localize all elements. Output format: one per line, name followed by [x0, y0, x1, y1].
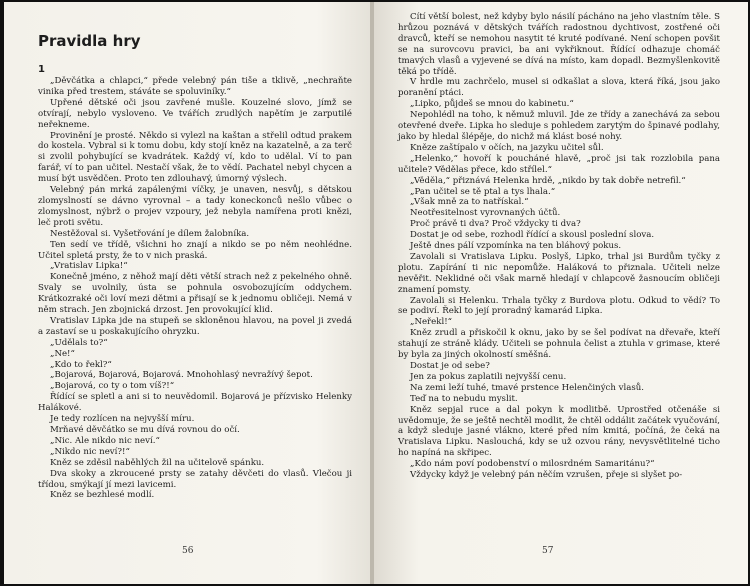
paragraph: Nestěžoval si. Vyšetřování je dílem žalobníka.: [50, 228, 250, 239]
paragraph: „Vratislav Lipka!“: [50, 261, 128, 272]
paragraph: „Děvčátka a chlapci,“ přede velebný pán tiše a tklivě, „nechraňte vinika před trestem, stáváte se spoluviníky.“: [38, 76, 352, 97]
paragraph: Dostat je od sebe, rozhodl řídící a skousl poslední slova.: [410, 230, 655, 241]
paragraph: „Bojarová, co ty o tom víš?!“: [50, 381, 175, 392]
paragraph: Teď na to nebudu myslit.: [410, 393, 518, 404]
page-number-right: 57: [542, 546, 554, 556]
paragraph: Konečně jméno, z něhož mají děti větší strach než z pekelného ohně. Svaly se uvolnily, ústa se pohnula osvobozujícím oddychem. Krátkozraké oči loví mezi dětmi a přisají se k jednomu obličeji. Nemá v něm strach. Jen zbojnická drzost. Jen provokující klid.: [38, 272, 352, 316]
paragraph: Dva skoky a zkroucené prsty se zatahy děvčeti do vlasů. Vlečou ji třídou, smýkají jí mezi lavicemi.: [38, 468, 352, 490]
paragraph: Kněze zaštípalo v očích, na jazyku učitel sůl.: [410, 142, 604, 153]
paragraph: Neotřesitelnost vyrovnaných účtů.: [410, 208, 561, 219]
paragraph: Kněz sepjal ruce a dal pokyn k modlitbě. Uprostřed otčenáše si uvědomuje, že se ještě nechtěl modlit, že chtěl oddálit začátek vyučování, a když sleduje jasné vlákno, které před ním kmitá, počíná, že čeká na Vratislava Lipku. Naslouchá, kdy se už ozvou rány, nevysvětlitelné ticho ho napíná na skřipec.: [398, 404, 720, 459]
book-spread: [4, 2, 748, 584]
paragraph: „Kdo to řekl?“: [50, 359, 112, 370]
paragraph: „Věděla,“ přiznává Helenka hrdě, „nikdo by tak dobře netrefil.“: [410, 175, 686, 186]
paragraph: Cítí větší bolest, než kdyby bylo násilí pácháno na jeho vlastním těle. S hrůzou poznává v dětských tvářích radostnou dychtivost, zostřené oči dravců, kteří se nemohou nasytit té kruté podívané. Není schopen povšit se na surovcovu pravici, ba ani vykřiknout. Řídící odhazuje chomáč tmavých vlasů a vyjevené se dívá na místo, kam dopadl. Bezmyšlenkovitě těká po třídě.: [398, 12, 720, 77]
paragraph: Ten sedí ve třídě, všichni ho znají a nikdo se po něm neohlédne. Učitel spletá prsty, že to v nich praská.: [38, 239, 352, 261]
paragraph: „Však mně za to natřískal.“: [410, 197, 529, 208]
paragraph: Je tedy rozlícen na nejvyšší míru.: [50, 414, 195, 425]
chapter-number: 1: [38, 64, 45, 75]
paragraph: Kněz zrudl a přiskočil k oknu, jako by se šel podívat na dřevaře, kteří stahují ze stráně klády. Učiteli se pohnula čelist a ztuhla v grimase, které by byla za jiných okolností směšná.: [398, 328, 720, 361]
paragraph: Upřené dětské oči jsou zavřené mušle. Kouzelné slovo, jímž se otvírají, nebylo vysloveno. Ve tvářích zrudlých napětím je zarputilé neřekneme.: [38, 97, 352, 130]
right-page-text: [398, 12, 720, 481]
paragraph: Dostat je od sebe?: [410, 361, 490, 371]
paragraph: Zavolali si Helenku. Trhala tyčky z Burdova plotu. Odkud to vědí? To se podiví. Řekl to její proradný kamarád Lipka.: [398, 295, 720, 317]
paragraph: „Nic. Ale nikdo nic neví.“: [50, 435, 160, 446]
paragraph: Na zemi leží tuhé, tmavé prstence Helenčiných vlasů.: [410, 382, 645, 393]
right-page: [374, 2, 748, 584]
paragraph: V hrdle mu zachrčelo, musel si odkašlat a slova, která říká, jsou jako poranění ptáci.: [398, 77, 720, 99]
paragraph: Vratislav Lipka jde na stupeň se skloněnou hlavou, na povel ji zvedá a zastaví se u poskakujícího ohryzku.: [38, 315, 352, 337]
paragraph: Ještě dnes pálí vzpomínka na ten bláhový pokus.: [410, 241, 622, 252]
page-number-left: 56: [182, 546, 194, 556]
paragraph: Řídící se spletl a ani si to neuvědomil. Bojarová je přízvisko Helenky Halákové.: [38, 392, 352, 414]
paragraph: Mrňavé děvčátko se mu dívá rovnou do očí.: [50, 425, 240, 435]
paragraph: Jen za pokus zaplatili nejvyšší cenu.: [410, 371, 567, 382]
paragraph: „Kdo nám poví podobenství o milosrdném Samaritánu?“: [410, 459, 655, 470]
paragraph: „Ne!“: [50, 348, 75, 359]
paragraph: Zavolali si Vratislava Lipku. Poslyš, Lipko, trhal jsi Burdům tyčky z plotu. Zapírání ti nic nepomůže. Haláková to přiznala. Učiteli nelze nevěřit. Neklidné oči však marně hledají v chlapcově žasnoucím obličeji znamení pomsty.: [398, 251, 720, 295]
paragraph: „Bojarová, Bojarová, Bojarová. Mnohohlasý nevražívý šepot.: [50, 370, 313, 381]
paragraph: Provinění je prosté. Někdo si vylezl na kaštan a střelil odtud prakem do kostela. Vybral si k tomu dobu, kdy stojí kněz na kazatelně, a za terč si zvolil pohybující se kvadrátek. Každý ví, kdo to udělal. Ví to pan farář, ví to pan učitel. Nestačí však, že to vědí. Pachatel nebyl chycen a musí být usvědčen. Proto ten zdlouhavý, úmorný výslech.: [38, 130, 352, 185]
left-page-text: [38, 76, 352, 501]
paragraph: „Neřekl!“: [410, 317, 453, 328]
paragraph: „Udělals to?“: [50, 337, 108, 348]
paragraph: Velebný pán mrká zapálenými víčky, je unaven, nesvůj, s dětskou zlomyslností se dávno vyrovnal – a tady koneckonců nešlo vůbec o zlomyslnost, nýbrž o projev vzpoury, jež nebyla namířena proti knězi, leč proti světu.: [38, 185, 352, 228]
paragraph: „Helenko,“ hovoří k poucháné hlavě, „proč jsi tak rozzlobila pana učitele? Vědělas přece, kdo střílel.“: [398, 153, 720, 175]
chapter-title: Pravidla hry: [38, 32, 141, 50]
paragraph: Nepohlédl na toho, k němuž mluvil. Jde ze třídy a zanechává za sebou otevřené dveře. Lipka ho sleduje s pohledem zarytým do špinavé podlahy, jako by hledal šlépěje, do nichž má klást bosé nohy.: [398, 110, 720, 142]
paragraph: „Pan učitel se tě ptal a tys lhala.“: [410, 186, 556, 197]
left-page: [4, 2, 372, 584]
paragraph: Kněz se bezhlesé modlí.: [50, 490, 155, 501]
paragraph: Kněz se zděsil naběhlých žil na učitelově spánku.: [50, 457, 265, 468]
paragraph: „Lipko, půjdeš se mnou do kabinetu.“: [410, 99, 574, 110]
paragraph: „Nikdo nic neví?!“: [50, 446, 130, 457]
paragraph: Proč právě ti dva? Proč vždycky ti dva?: [410, 219, 581, 230]
paragraph: Vždycky když je velebný pán něčím vzrušen, přeje si slyšet po-: [410, 470, 683, 481]
